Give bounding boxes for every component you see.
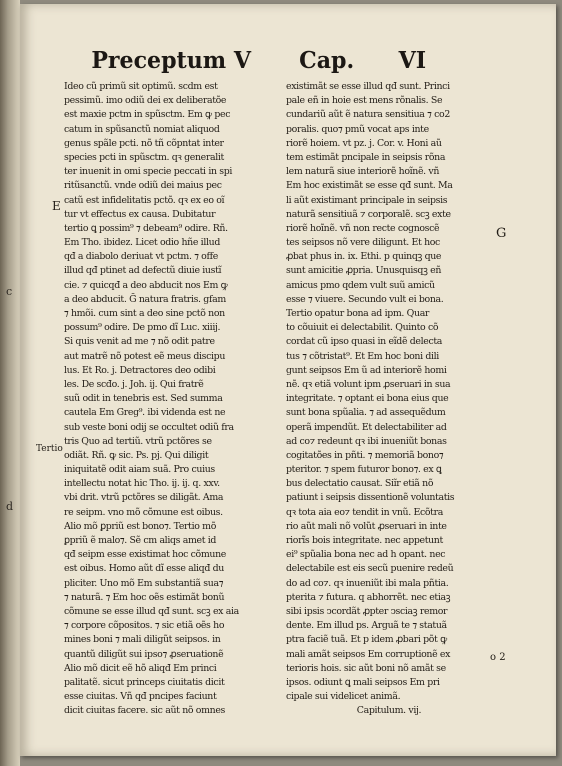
- marginal-letter-g: G: [496, 226, 507, 241]
- text-line: lus. Et Ro. j. Detractores deo odibi: [64, 364, 216, 376]
- text-line: ⁊ corpore cõpositos. ⁊ sic etiã oẽs ho: [64, 620, 225, 632]
- text-line: pterita ⁊ futura. q abhorrẽt. nec etiaꝫ: [286, 591, 451, 603]
- text-line: possum⁹ odire. De pmo dĩ Luc. xiiij.: [64, 322, 221, 334]
- text-line: cordat cũ ipso quasi in eĩdẽ delecta: [286, 336, 443, 348]
- text-line: riorẽ hoĩnẽ. vñ non recte cognoscẽ: [286, 222, 440, 234]
- text-line: riorẽ hoiem. vt pz. j. Cor. v. Honi aũ: [286, 137, 442, 149]
- text-line: dente. Em illud ps. Arguã te ⁊ statuã: [286, 620, 447, 632]
- text-line: pessimũ. imo odiũ dei ex deliberatõe: [64, 95, 227, 107]
- text-line: est oibus. Homo aũt dĩ esse aliqđ du: [64, 563, 224, 575]
- text-line: pliciter. Uno mõ Em substantiã sua⁊: [64, 577, 224, 589]
- marginal-letter-e: E: [52, 199, 61, 213]
- text-line: intellectu notat hic Tho. ij. ij. q. xxv.: [64, 478, 220, 490]
- running-head-cap: Cap.: [299, 47, 355, 74]
- text-line: quantũ diligũt sui ipso⁊ ꝓseruationẽ: [64, 648, 224, 660]
- text-line: ptra faciẽ tuã. Et p idem ꝓbari põt ꝙ: [286, 634, 447, 646]
- text-line: patiunt i seipsis dissentionẽ voluntatis: [286, 492, 455, 504]
- text-line: ⁊ naturã. ⁊ Em hoc oẽs estimãt bonũ: [64, 591, 225, 603]
- text-line: ei⁹ spũalia bona nec ad h opant. nec: [286, 549, 446, 561]
- text-line: tem estimãt pncipale in seipsis rõna: [286, 151, 446, 163]
- text-line: a deo abducit. Ḡ natura fratris. gfam: [64, 293, 226, 305]
- text-line: tris Quo ad tertiũ. vtrũ pctõres se: [64, 435, 212, 447]
- book-page: [20, 4, 556, 756]
- text-line: cipale sui videlicet animã.: [286, 691, 401, 703]
- text-line: ꝓbat phus in. ix. Ethi. p quinqꝫ que: [286, 251, 442, 263]
- text-line: li aũt existimant principale in seipsis: [286, 194, 448, 206]
- chapter-heading: Capitulum. vij.: [356, 705, 422, 717]
- running-head-chapter-number: VI: [398, 47, 427, 74]
- text-line: nẽ. qꝛ etiã volunt ipm ꝓseruari in sua: [286, 378, 451, 390]
- text-line: sub veste boni odij se occultet odiũ fra: [64, 421, 234, 433]
- text-line: terioris hois. sic aũt boni nõ amãt se: [286, 662, 446, 674]
- text-line: qđ seipm esse existimat hoc cõmune: [64, 549, 226, 561]
- text-line: pteritor. ⁊ spem futuror bono⁊. ex ꝗ: [286, 464, 442, 476]
- text-line: Si quis venit ad me ⁊ nõ odit patre: [64, 336, 215, 348]
- text-line: Alio mõ ꝑpriũ est bono⁊. Tertio mõ: [64, 520, 216, 532]
- text-line: delectabile est eis secũ puenire redeũ: [286, 563, 454, 575]
- text-line: tur vt effectus ex causa. Dubitatur: [64, 208, 216, 220]
- previous-page-margin-letter: d: [6, 500, 14, 513]
- text-line: esse ciuitas. Vñ qđ pncipes faciunt: [64, 691, 217, 703]
- text-line: esse ⁊ viuere. Secundo vult ei bona.: [286, 293, 444, 305]
- text-line: to cõuiuit ei delectabilit. Quinto cõ: [286, 322, 439, 334]
- previous-page-edge: [0, 0, 20, 766]
- text-line: ipsos. odiunt ꝗ mali seipsos Em pri: [286, 676, 440, 688]
- text-column-right: [286, 80, 492, 718]
- text-line: est maxie pctm in spũsctm. Em ꝙ pec: [64, 109, 231, 121]
- text-line: genus spãle pcti. nõ tñ cõpntat inter: [64, 137, 224, 149]
- text-line: tes seipsos nõ vere diligunt. Et hoc: [286, 237, 440, 249]
- text-line: gunt seipsos Em ũ ad interiorẽ homi: [286, 364, 447, 376]
- text-line: operã impendũt. Et delectabiliter ad: [286, 421, 447, 433]
- text-line: amicus pmo qdem vult suũ amicũ: [286, 279, 435, 291]
- text-line: cundariũ aũt ẽ natura sensitiua ⁊ co2: [286, 109, 450, 121]
- text-line: Tertio opatur bona ad ipm. Quar: [286, 308, 430, 319]
- text-line: pale eñ in hoie est mens rõnalis. Se: [286, 95, 443, 107]
- text-line: tus ⁊ cõtristat⁹. Et Em hoc boni dili: [286, 350, 439, 362]
- text-line: poralis. quo⁊ pmũ vocat aps inte: [286, 123, 429, 135]
- marginal-note-tertio: Tertio: [36, 444, 63, 454]
- text-column-left: [64, 80, 268, 718]
- text-line: integritate. ⁊ optant ei bona eius que: [286, 393, 449, 405]
- text-line: iniquitatẽ odit aiam suã. Pro cuius: [64, 464, 215, 476]
- text-line: sunt amicitie ꝓpria. Unusquisqꝫ eñ: [286, 265, 442, 277]
- text-line: ritũsanctũ. vnde odiũ dei maius pec: [64, 180, 222, 192]
- text-line: sibi ipsis ↄcordãt ꝓpter ↄsciaꝫ remor: [286, 605, 448, 617]
- text-line: sunt bona spũalia. ⁊ ad assequẽdum: [286, 407, 446, 419]
- text-line: Em Tho. ibidez. Licet odio hñe illud: [64, 237, 220, 249]
- text-line: qđ a diabolo deriuat vt pctm. ⁊ offe: [64, 251, 218, 263]
- text-line: ter inuenit in omi specie peccati in spi: [64, 166, 233, 178]
- text-line: suũ odit in tenebris est. Sed summa: [64, 393, 223, 405]
- text-line: cautela Em Greg⁹. ibi videnda est ne: [64, 407, 226, 419]
- previous-page-margin-letter: c: [6, 285, 13, 298]
- text-line: mali amãt seipsos Em corruptionẽ ex: [286, 648, 451, 660]
- text-line: illud qđ ptinet ad defectũ diuie iustĩ: [64, 265, 222, 277]
- text-line: tertio ꝗ possim⁹ ⁊ debeam⁹ odire. Rñ.: [64, 222, 228, 234]
- text-line: catũ est infidelitatis pctõ. qꝛ ex eo oĩ: [64, 194, 225, 206]
- text-line: lem naturã siue interiorẽ hoĩnẽ. vñ: [286, 166, 440, 178]
- text-line: qꝛ tota aia eo⁊ tendit in vnũ. Ecõtra: [286, 506, 443, 518]
- text-line: cie. ⁊ quicqđ a deo abducit nos Em ꝙ: [64, 279, 228, 291]
- text-line: cogitatões in pñti. ⁊ memoriã bono⁊: [286, 449, 444, 461]
- text-line: Em hoc existimãt se esse qđ sunt. Ma: [286, 180, 453, 192]
- text-line: Ideo cũ primũ sit optimũ. scdm est: [64, 81, 218, 92]
- text-line: rio aũt mali nõ volũt ꝓseruari in inte: [286, 520, 447, 532]
- text-line: bus delectatio causat. Siĩr etiã nõ: [286, 478, 434, 490]
- text-line: mines boni ⁊ mali diligũt seipsos. in: [64, 634, 221, 646]
- text-line: les. De scđo. j. Joh. ij. Qui fratrẽ: [64, 378, 204, 390]
- text-line: Alio mõ dicit eẽ hõ aliqđ Em princi: [64, 662, 217, 674]
- text-line: ad co⁊ redeunt qꝛ ibi inueniũt bonas: [286, 435, 447, 447]
- text-line: species pcti in spũsctm. qꝛ generalit: [64, 151, 224, 163]
- running-head-left: Preceptum V: [91, 47, 251, 74]
- text-line: catum in spũsanctũ nomiat aliquod: [64, 123, 220, 135]
- text-line: vbi drit. vtrũ pctõres se diligãt. Ama: [64, 492, 224, 504]
- text-line: ⁊ hmõi. cum sint a deo sine pctõ non: [64, 308, 225, 319]
- text-line: palitatẽ. sicut princeps ciuitatis dicit: [64, 676, 225, 688]
- text-line: odiãt. Rñ. ꝙ sic. Ps. pj. Qui diligit: [64, 449, 209, 461]
- text-line: riorĩs bois integritate. nec appetunt: [286, 535, 443, 546]
- text-line: re seipm. vno mõ cõmune est oibus.: [64, 506, 223, 518]
- text-line: naturã sensitiuã ⁊ corporalẽ. scꝫ exte: [286, 208, 451, 220]
- text-line: dicit ciuitas facere. sic aũt nõ omnes: [64, 705, 225, 717]
- signature-mark: o 2: [490, 652, 506, 663]
- text-line: ꝑpriũ ẽ malo⁊. Sẽ cm aliqs amet id: [64, 535, 217, 546]
- text-line: existimãt se esse illud qđ sunt. Princi: [286, 81, 450, 92]
- text-line: aut matrẽ nõ potest eẽ meus discipu: [64, 350, 226, 362]
- text-line: cõmune se esse illud qđ sunt. scꝫ ex aia: [64, 605, 239, 617]
- text-line: do ad co⁊. qꝛ inueniũt ibi mala pñtia.: [286, 577, 449, 589]
